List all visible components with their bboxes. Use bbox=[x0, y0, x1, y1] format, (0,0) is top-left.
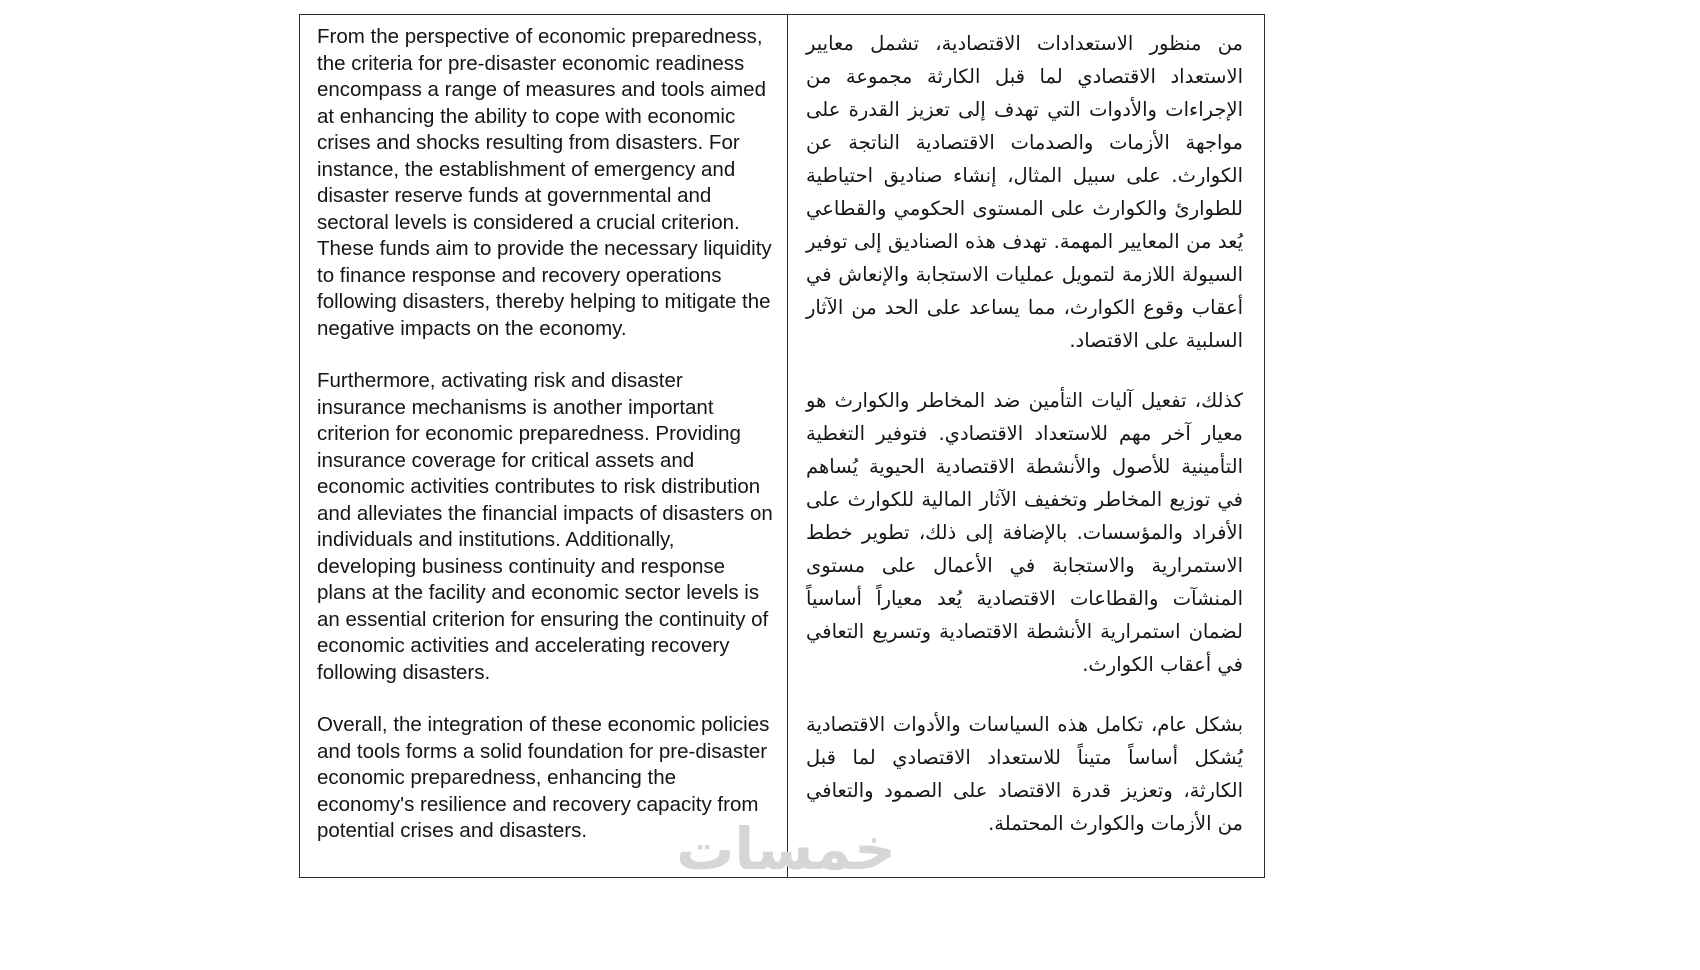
english-paragraph-3: Overall, the integration of these economic policies and tools forms a solid foundation for pre-disaster economic preparedness, enhancing the economy's resilience and recovery capacity from potential crises and disasters. bbox=[317, 713, 770, 842]
arabic-paragraph-3: بشكل عام، تكامل هذه السياسات والأدوات الاقتصادية يُشكل أساساً متيناً للاستعداد الاقتصادي لما قبل الكارثة، وتعزيز قدرة الاقتصاد على الصمود والتعافي من الأزمات والكوارث المحتملة. bbox=[806, 713, 1243, 835]
english-paragraph-2: Furthermore, activating risk and disaster insurance mechanisms is another important criterion for economic preparedness. Providing insurance coverage for critical assets and economic activities contributes to risk distribution and alleviates the financial impacts of disasters on individuals and institutions. Additionally, developing business continuity and response plans at the facility and economic sector levels is an essential criterion for ensuring the continuity of economic activities and accelerating recovery following disasters. bbox=[317, 369, 773, 684]
english-paragraph-1: From the perspective of economic preparedness, the criteria for pre-disaster economic readiness encompass a range of measures and tools aimed at enhancing the ability to cope with economic crises and shocks resulting from disasters. For instance, the establishment of emergency and disaster reserve funds at governmental and sectoral levels is considered a crucial criterion. These funds aim to provide the necessary liquidity to finance response and recovery operations following disasters, thereby helping to mitigate the negative impacts on the economy. bbox=[317, 25, 772, 340]
english-column bbox=[300, 15, 788, 877]
arabic-paragraph-1: من منظور الاستعدادات الاقتصادية، تشمل معايير الاستعداد الاقتصادي لما قبل الكارثة مجموعة من الإجراءات والأدوات التي تهدف إلى تعزيز القدرة على مواجهة الأزمات والصدمات الاقتصادية الناتجة عن الكوارث. على سبيل المثال، إنشاء صناديق احتياطية للطوارئ والكوارث على المستوى الحكومي والقطاعي يُعد من المعايير المهمة. تهدف هذه الصناديق إلى توفير السيولة اللازمة لتمويل عمليات الاستجابة والإنعاش في أعقاب وقوع الكوارث، مما يساعد على الحد من الآثار السلبية على الاقتصاد. bbox=[806, 32, 1243, 352]
translation-table bbox=[299, 14, 1265, 878]
khamsat-watermark: خمسات bbox=[676, 815, 896, 883]
arabic-paragraph-2: كذلك، تفعيل آليات التأمين ضد المخاطر والكوارث هو معيار آخر مهم للاستعداد الاقتصادي. فتوفير التغطية التأمينية للأصول والأنشطة الاقتصادية الحيوية يُساهم في توزيع المخاطر وتخفيف الآثار المالية للكوارث على الأفراد والمؤسسات. بالإضافة إلى ذلك، تطوير خطط الاستمرارية والاستجابة في الأعمال على مستوى المنشآت والقطاعات الاقتصادية يُعد معياراً أساسياً لضمان استمرارية الأنشطة الاقتصادية وتسريع التعافي في أعقاب الكوارث. bbox=[806, 389, 1243, 676]
arabic-column bbox=[788, 15, 1264, 877]
